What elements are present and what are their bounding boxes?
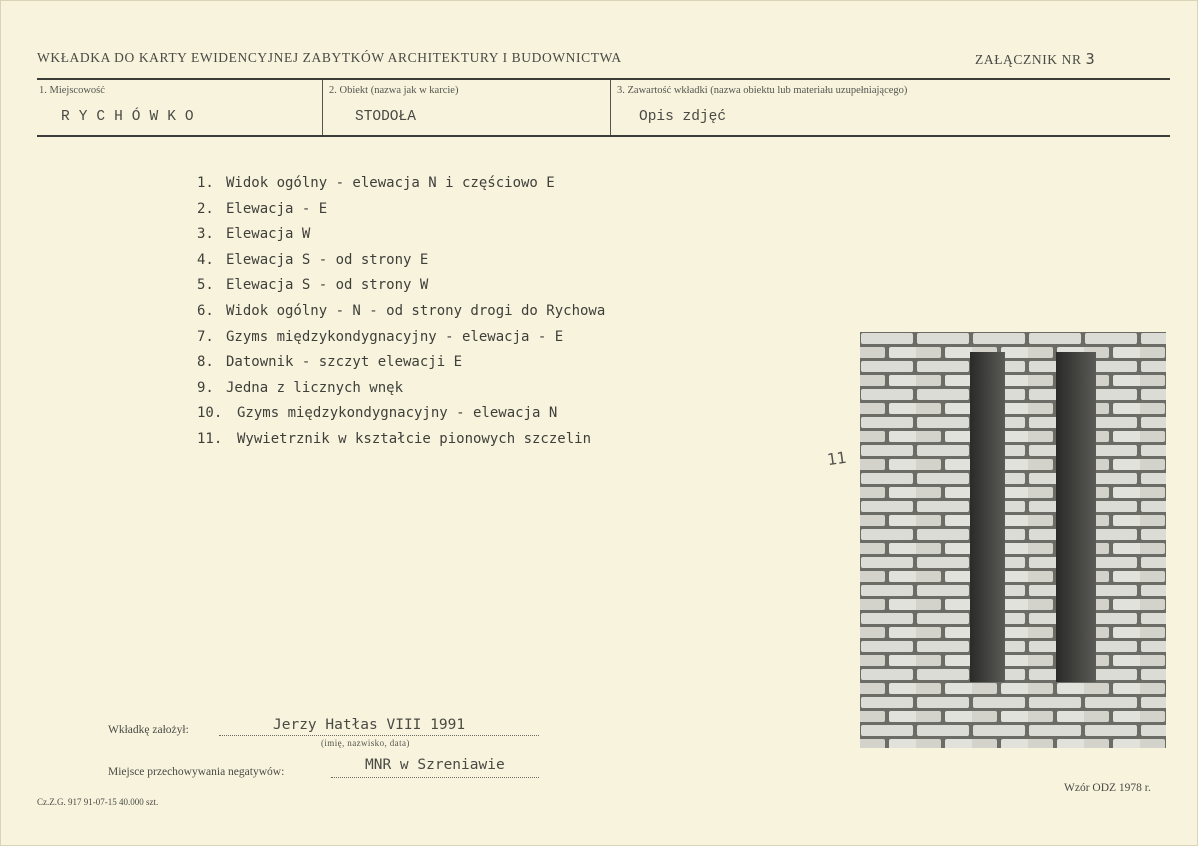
field-divider-2: [610, 80, 611, 135]
list-item: [197, 173, 605, 199]
list-item: [197, 352, 605, 378]
list-item: [197, 301, 605, 327]
list-item: [197, 250, 605, 276]
content-value: Opis zdjęć: [639, 109, 727, 125]
content-label: 3. Zawartość wkładki (nazwa obiektu lub materiału uzupełniającego): [617, 85, 908, 96]
list-item: [197, 224, 605, 250]
annex-value: 3: [1085, 50, 1096, 68]
storage-dotted-line: [331, 777, 539, 778]
list-item-text: Widok ogólny - N - od strony drogi do Rychowa: [226, 302, 606, 319]
creator-label: Wkładkę założył:: [108, 724, 189, 736]
list-item-number: 2.: [197, 200, 214, 217]
list-item-text: Elewacja - E: [226, 200, 328, 217]
form-title: WKŁADKA DO KARTY EWIDENCYJNEJ ZABYTKÓW ARCHITEKTURY I BUDOWNICTWA: [37, 50, 622, 65]
list-item-text: Wywietrznik w kształcie pionowych szczelin: [237, 430, 592, 447]
list-item-number: 9.: [197, 379, 214, 396]
storage-value: MNR w Szreniawie: [365, 757, 505, 773]
list-item: [197, 378, 605, 404]
creator-hint: (imię, nazwisko, data): [321, 738, 410, 748]
field-divider-1: [322, 80, 323, 135]
brick-wall-image: [860, 332, 1166, 748]
place-label: 1. Miejscowość: [39, 85, 105, 96]
list-item: [197, 327, 605, 353]
brick-wall-photo: [860, 332, 1166, 748]
object-value: STODOŁA: [355, 109, 416, 125]
list-item-text: Gzyms międzykondygnacyjny - elewacja N: [237, 405, 558, 422]
header-bottom-rule: [37, 135, 1170, 137]
list-item-number: 7.: [197, 328, 214, 345]
list-item-number: 3.: [197, 226, 214, 243]
list-item-number: 11.: [197, 430, 223, 447]
object-label: 2. Obiekt (nazwa jak w karcie): [329, 85, 459, 96]
place-value: RYCHÓWKO: [61, 109, 203, 125]
list-item-text: Widok ogólny - elewacja N i częściowo E: [226, 175, 555, 191]
list-item-text: Elewacja S - od strony E: [226, 251, 429, 268]
list-item-number: 8.: [197, 354, 214, 371]
creator-dotted-line: [219, 735, 539, 736]
list-item-text: Elewacja S - od strony W: [226, 277, 429, 294]
list-item-text: Jedna z licznych wnęk: [226, 379, 404, 396]
list-item-number: 1.: [197, 175, 214, 191]
list-item-number: 6.: [197, 302, 214, 319]
list-item-text: Elewacja W: [226, 226, 311, 243]
list-item-text: Datownik - szczyt elewacji E: [226, 354, 463, 371]
list-item-number: 5.: [197, 277, 214, 294]
annex-label: ZAŁĄCZNIK NR: [975, 52, 1082, 67]
form-model: Wzór ODZ 1978 r.: [1064, 782, 1151, 794]
photo-description-list: [197, 173, 605, 455]
header-top-rule: [37, 78, 1170, 80]
annex-number: [975, 50, 1095, 68]
print-code: Cz.Z.G. 917 91-07-15 40.000 szt.: [37, 797, 159, 807]
photo-number-handwritten: 11: [825, 447, 848, 470]
list-item-text: Gzyms międzykondygnacyjny - elewacja - E: [226, 328, 564, 345]
list-item: [197, 275, 605, 301]
list-item: [197, 403, 605, 429]
storage-label: Miejsce przechowywania negatywów:: [108, 766, 285, 778]
list-item: [197, 429, 605, 455]
list-item-number: 4.: [197, 251, 214, 268]
creator-value: Jerzy Hatłas VIII 1991: [273, 717, 466, 733]
list-item: [197, 199, 605, 225]
list-item-number: 10.: [197, 405, 223, 422]
